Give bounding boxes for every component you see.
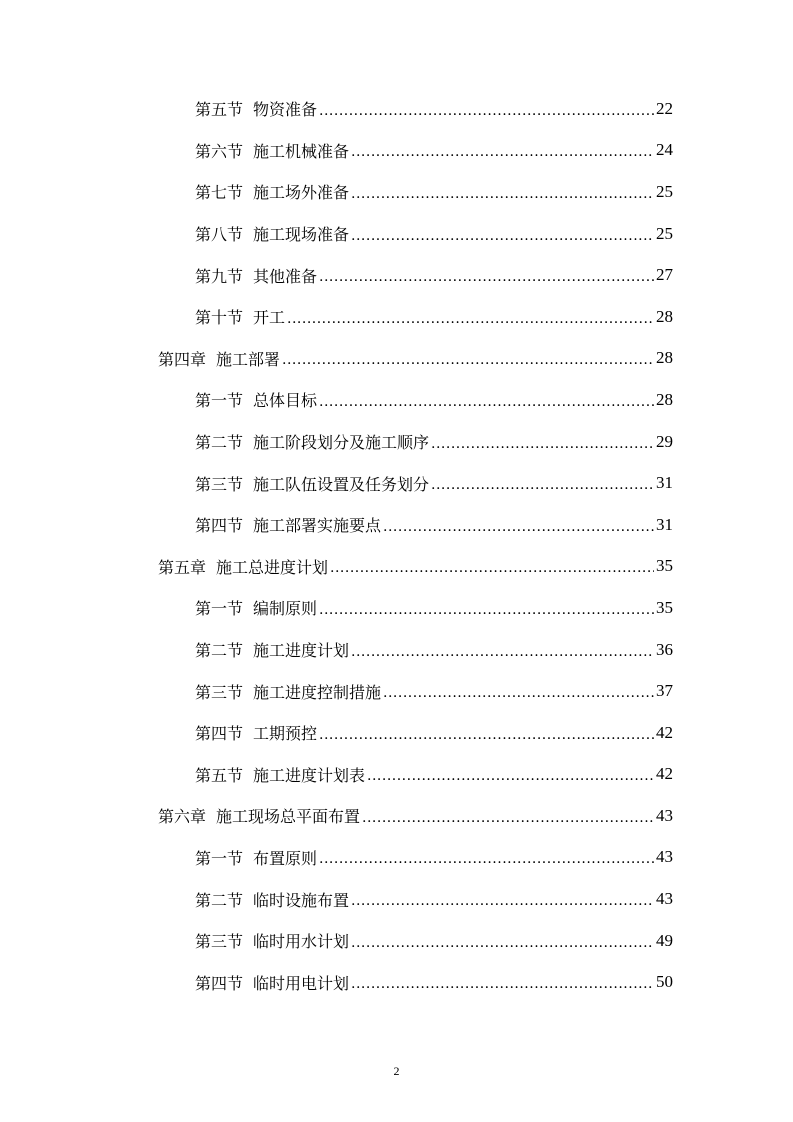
toc-entry-title: 布置原则 [253, 848, 318, 868]
toc-entry-title: 总体目标 [253, 391, 318, 411]
toc-entry-label: 第六节 [195, 141, 244, 161]
toc-entry-page: 49 [656, 930, 673, 950]
toc-dot-leader [383, 519, 654, 535]
toc-entry-label: 第一节 [195, 848, 244, 868]
toc-entry-page: 43 [656, 889, 673, 909]
toc-dot-leader [319, 851, 654, 867]
toc-dot-leader [351, 644, 654, 660]
toc-chapter-entry[interactable] [0, 338, 793, 380]
toc-entry-page: 22 [656, 98, 673, 118]
toc-dot-leader [319, 602, 654, 618]
toc-section-entry[interactable] [0, 254, 793, 296]
toc-section-entry[interactable] [0, 670, 793, 712]
toc-dot-leader [319, 394, 654, 410]
toc-section-entry[interactable] [0, 878, 793, 920]
toc-entry-page: 31 [656, 473, 673, 493]
toc-entry-title: 工期预控 [253, 724, 318, 744]
toc-dot-leader [287, 311, 654, 327]
toc-dot-leader [351, 976, 654, 992]
toc-entry-title: 临时设施布置 [253, 890, 350, 910]
table-of-contents [0, 88, 793, 1003]
toc-section-entry[interactable] [0, 837, 793, 879]
toc-entry-label: 第二节 [195, 890, 244, 910]
toc-entry-title: 其他准备 [253, 266, 318, 286]
toc-entry-page: 35 [656, 597, 673, 617]
toc-section-entry[interactable] [0, 130, 793, 172]
toc-dot-leader [330, 560, 654, 576]
toc-entry-title: 施工现场总平面布置 [216, 807, 361, 827]
toc-entry-label: 第三节 [195, 682, 244, 702]
toc-entry-label: 第三节 [195, 474, 244, 494]
toc-entry-page: 37 [656, 681, 673, 701]
toc-dot-leader [351, 186, 654, 202]
toc-entry-label: 第一节 [195, 391, 244, 411]
toc-dot-leader [351, 228, 654, 244]
toc-entry-page: 25 [656, 181, 673, 201]
toc-entry-page: 42 [656, 722, 673, 742]
toc-entry-title: 施工部署 [216, 349, 281, 369]
toc-entry-label: 第一节 [195, 599, 244, 619]
toc-dot-leader [351, 893, 654, 909]
toc-dot-leader [319, 727, 654, 743]
toc-entry-page: 36 [656, 639, 673, 659]
toc-entry-title: 施工总进度计划 [216, 557, 329, 577]
toc-entry-label: 第二节 [195, 641, 244, 661]
toc-entry-title: 编制原则 [253, 599, 318, 619]
toc-entry-label: 第五节 [195, 765, 244, 785]
toc-entry-page: 43 [656, 847, 673, 867]
toc-entry-label: 第四节 [195, 724, 244, 744]
toc-section-entry[interactable] [0, 213, 793, 255]
toc-entry-page: 25 [656, 223, 673, 243]
toc-entry-label: 第十节 [195, 308, 244, 328]
toc-entry-title: 施工进度计划表 [253, 765, 366, 785]
toc-section-entry[interactable] [0, 504, 793, 546]
toc-dot-leader [383, 685, 654, 701]
toc-dot-leader [431, 436, 654, 452]
toc-entry-title: 施工阶段划分及施工顺序 [253, 433, 430, 453]
toc-entry-page: 31 [656, 514, 673, 534]
toc-entry-label: 第四章 [158, 349, 207, 369]
toc-chapter-entry[interactable] [0, 795, 793, 837]
toc-section-entry[interactable] [0, 587, 793, 629]
toc-entry-page: 28 [656, 348, 673, 368]
toc-dot-leader [367, 768, 654, 784]
toc-entry-label: 第七节 [195, 183, 244, 203]
toc-entry-title: 临时用电计划 [253, 973, 350, 993]
toc-entry-title: 施工进度控制措施 [253, 682, 382, 702]
toc-section-entry[interactable] [0, 754, 793, 796]
toc-entry-title: 施工机械准备 [253, 141, 350, 161]
toc-section-entry[interactable] [0, 379, 793, 421]
toc-entry-title: 施工部署实施要点 [253, 516, 382, 536]
toc-dot-leader [282, 352, 654, 368]
toc-entry-title: 施工进度计划 [253, 641, 350, 661]
toc-section-entry[interactable] [0, 629, 793, 671]
toc-entry-title: 施工场外准备 [253, 183, 350, 203]
toc-entry-label: 第四节 [195, 973, 244, 993]
toc-entry-page: 42 [656, 764, 673, 784]
toc-section-entry[interactable] [0, 712, 793, 754]
toc-entry-label: 第三节 [195, 932, 244, 952]
toc-section-entry[interactable] [0, 88, 793, 130]
toc-chapter-entry[interactable] [0, 546, 793, 588]
toc-section-entry[interactable] [0, 171, 793, 213]
toc-dot-leader [431, 477, 654, 493]
toc-entry-page: 50 [656, 972, 673, 992]
toc-entry-label: 第二节 [195, 433, 244, 453]
toc-entry-title: 开工 [253, 308, 286, 328]
toc-entry-page: 27 [656, 265, 673, 285]
toc-dot-leader [351, 144, 654, 160]
toc-section-entry[interactable] [0, 920, 793, 962]
toc-entry-label: 第六章 [158, 807, 207, 827]
toc-entry-page: 29 [656, 431, 673, 451]
toc-entry-label: 第八节 [195, 225, 244, 245]
toc-dot-leader [351, 935, 654, 951]
toc-section-entry[interactable] [0, 961, 793, 1003]
page-number: 2 [393, 1064, 400, 1078]
toc-dot-leader [362, 810, 654, 826]
toc-entry-title: 物资准备 [253, 100, 318, 120]
toc-entry-label: 第九节 [195, 266, 244, 286]
toc-entry-title: 施工队伍设置及任务划分 [253, 474, 430, 494]
toc-entry-page: 28 [656, 389, 673, 409]
toc-entry-page: 35 [656, 556, 673, 576]
toc-entry-label: 第四节 [195, 516, 244, 536]
toc-entry-title: 临时用水计划 [253, 932, 350, 952]
toc-entry-label: 第五章 [158, 557, 207, 577]
toc-entry-page: 43 [656, 805, 673, 825]
toc-dot-leader [319, 269, 654, 285]
toc-section-entry[interactable] [0, 462, 793, 504]
toc-section-entry[interactable] [0, 421, 793, 463]
toc-dot-leader [319, 103, 654, 119]
toc-entry-label: 第五节 [195, 100, 244, 120]
toc-entry-page: 24 [656, 140, 673, 160]
toc-entry-page: 28 [656, 306, 673, 326]
toc-entry-title: 施工现场准备 [253, 225, 350, 245]
toc-section-entry[interactable] [0, 296, 793, 338]
